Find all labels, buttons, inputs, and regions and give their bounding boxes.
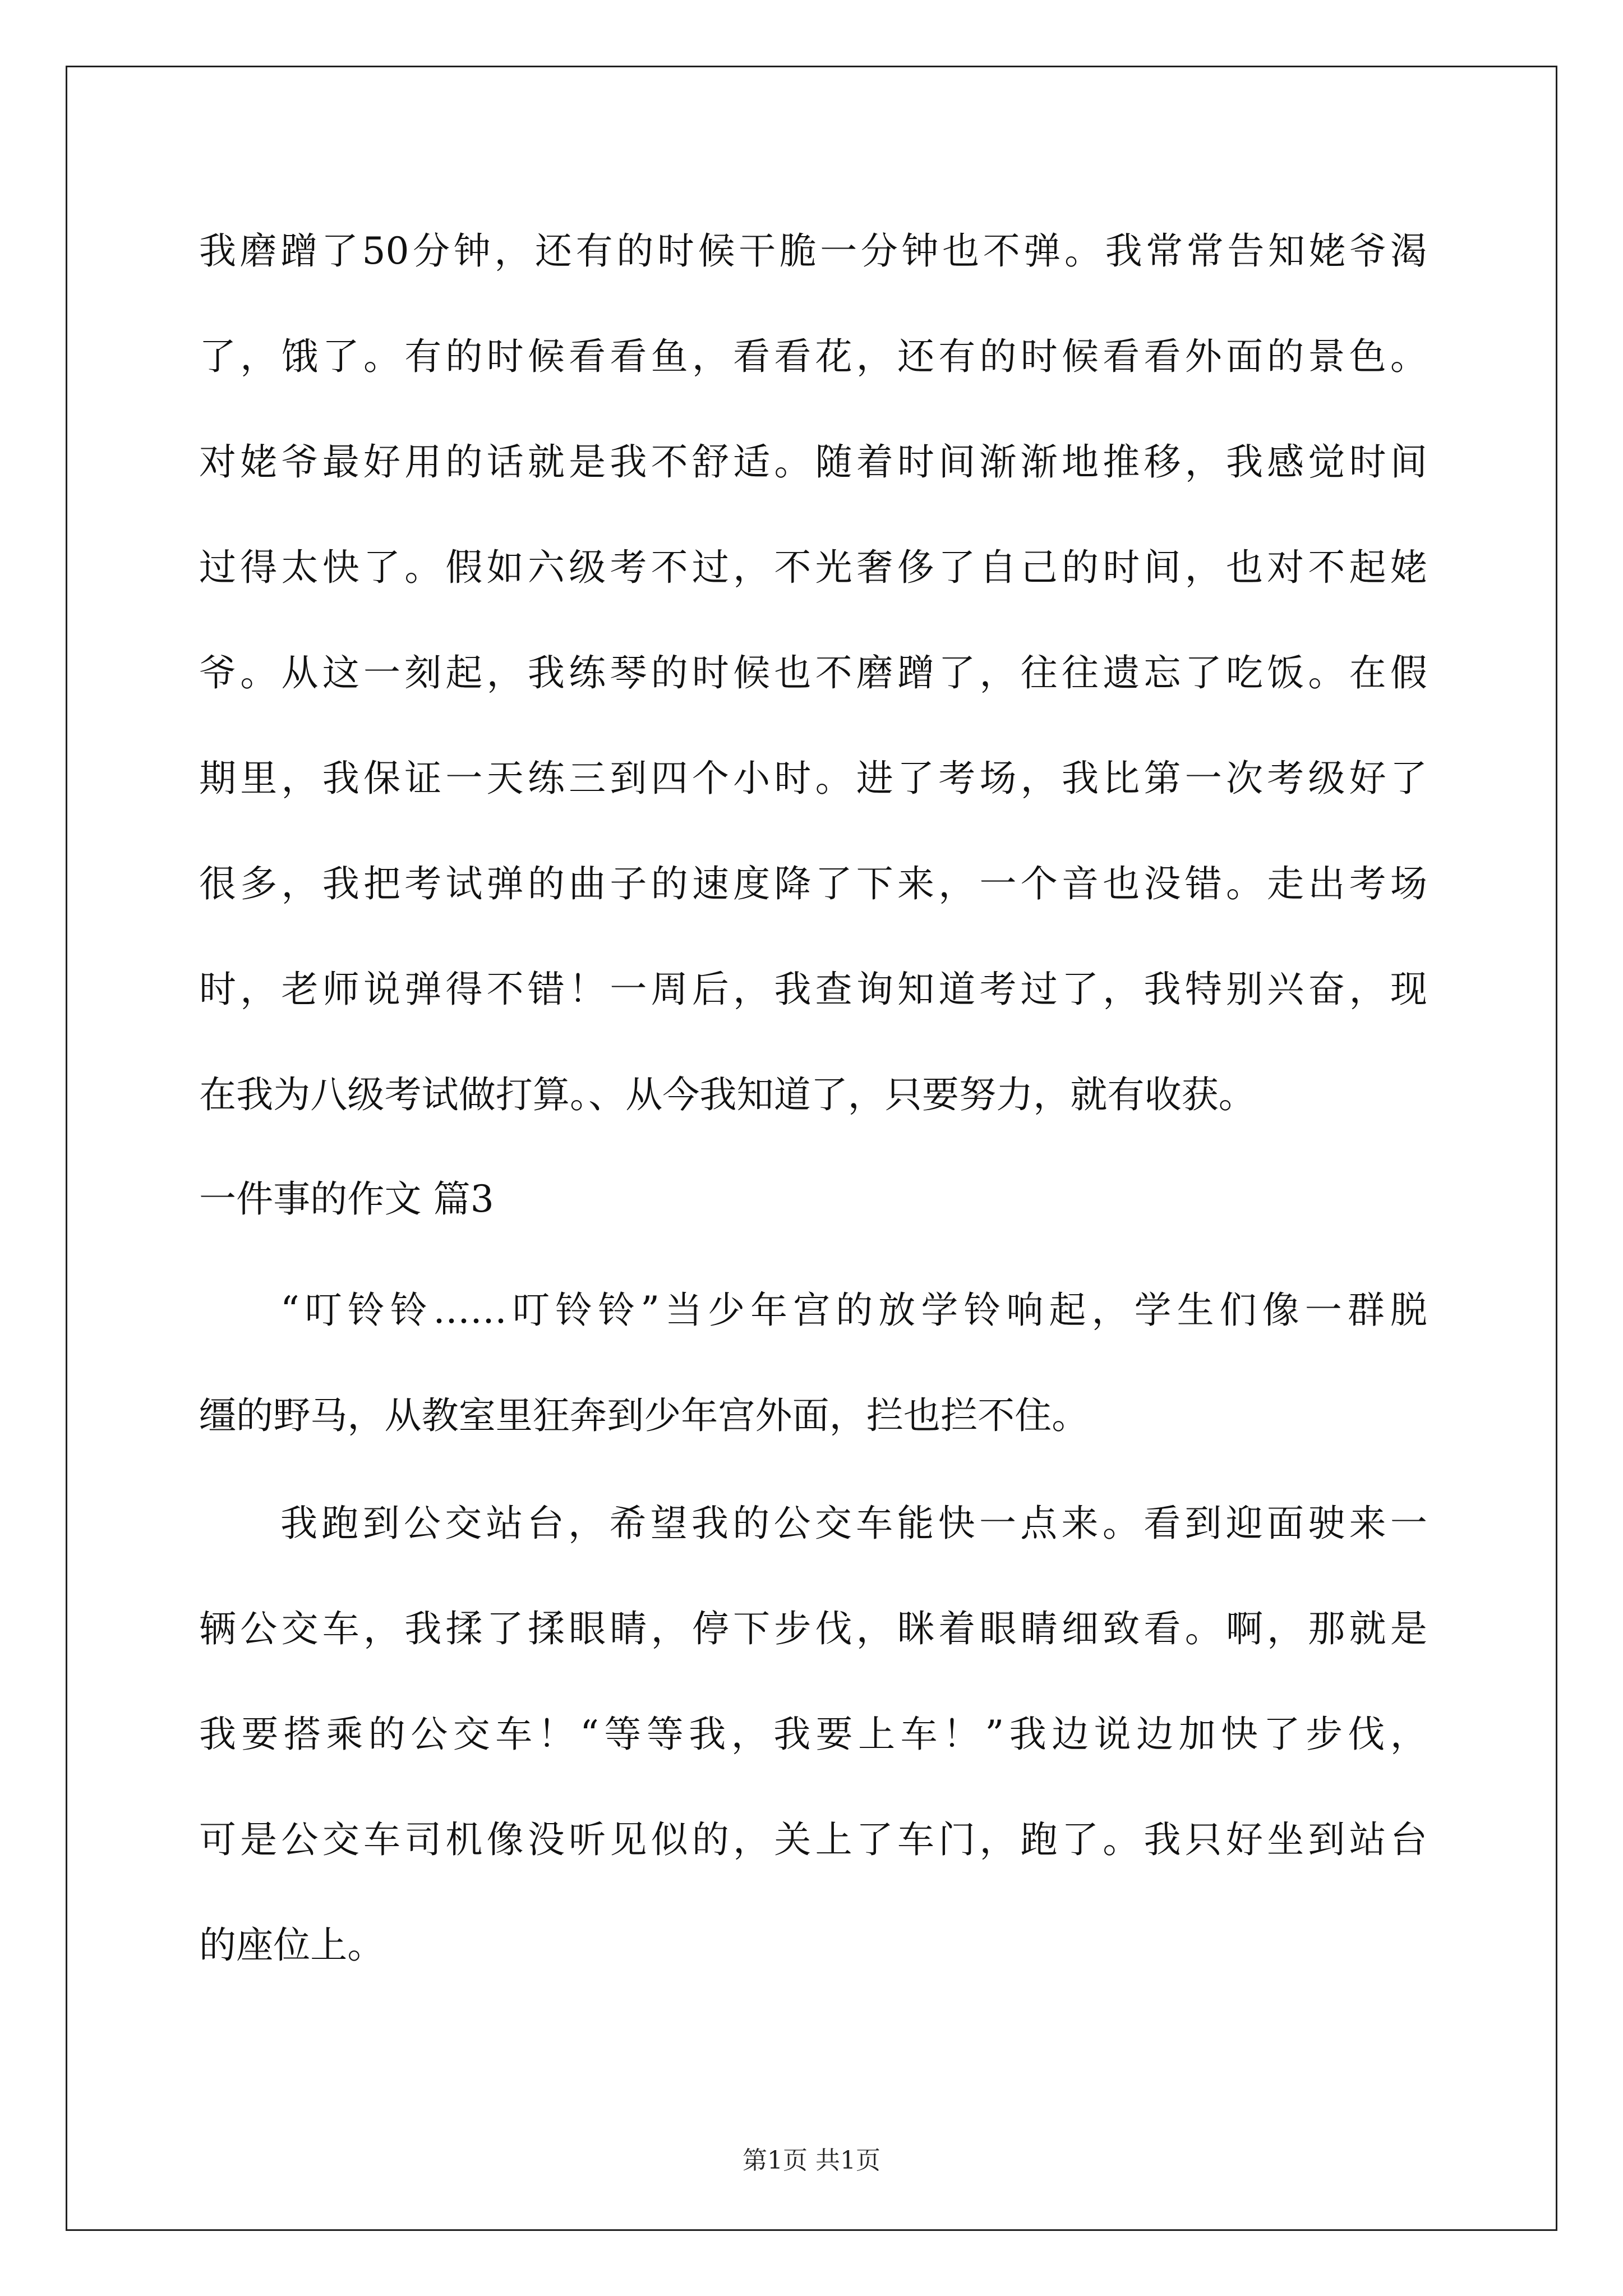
- paragraph-3-line-4: 可是公交车司机像没听见似的，关上了车门，跑了。我只好坐到站台: [199, 1818, 1427, 1861]
- paragraph-1-line-7: 很多，我把考试弹的曲子的速度降了下来，一个音也没错。走出考场: [199, 862, 1427, 905]
- paragraph-3-line-5: 的座位上。: [199, 1924, 385, 1967]
- paragraph-3-line-1: 我跑到公交站台，希望我的公交车能快一点来。看到迎面驶来一: [280, 1502, 1427, 1545]
- paragraph-1-line-9: 在我为八级考试做打算。、从今我知道了，只要努力，就有收获。: [199, 1073, 1256, 1116]
- paragraph-1-line-6: 期里，我保证一天练三到四个小时。进了考场，我比第一次考级好了: [199, 757, 1427, 800]
- paragraph-3-line-2: 辆公交车，我揉了揉眼睛，停下步伐，眯着眼睛细致看。啊，那就是: [199, 1607, 1427, 1650]
- paragraph-1-line-1: 我磨蹭了50分钟，还有的时候干脆一分钟也不弹。我常常告知姥爷渴: [199, 229, 1427, 273]
- page-footer: 第1页 共1页: [743, 2146, 880, 2175]
- paragraph-1-line-4: 过得太快了。假如六级考不过，不光奢侈了自己的时间，也对不起姥: [199, 546, 1427, 589]
- section-heading: 一件事的作文 篇3: [199, 1177, 494, 1221]
- paragraph-2-line-2: 缰的野马，从教室里狂奔到少年宫外面，拦也拦不住。: [199, 1394, 1089, 1437]
- paragraph-2-line-1: “叮铃铃……叮铃铃”当少年宫的放学铃响起，学生们像一群脱: [280, 1289, 1427, 1332]
- paragraph-3-line-3: 我要搭乘的公交车！“等等我，我要上车！”我边说边加快了步伐，: [199, 1713, 1427, 1756]
- page-border: [66, 66, 1557, 2231]
- paragraph-1-line-3: 对姥爷最好用的话就是我不舒适。随着时间渐渐地推移，我感觉时间: [199, 440, 1427, 484]
- paragraph-1-line-5: 爷。从这一刻起，我练琴的时候也不磨蹭了，往往遗忘了吃饭。在假: [199, 651, 1427, 694]
- paragraph-1-line-2: 了，饿了。有的时候看看鱼，看看花，还有的时候看看外面的景色。: [199, 335, 1427, 378]
- paragraph-1-line-8: 时，老师说弹得不错！一周后，我查询知道考过了，我特别兴奋，现: [199, 968, 1427, 1011]
